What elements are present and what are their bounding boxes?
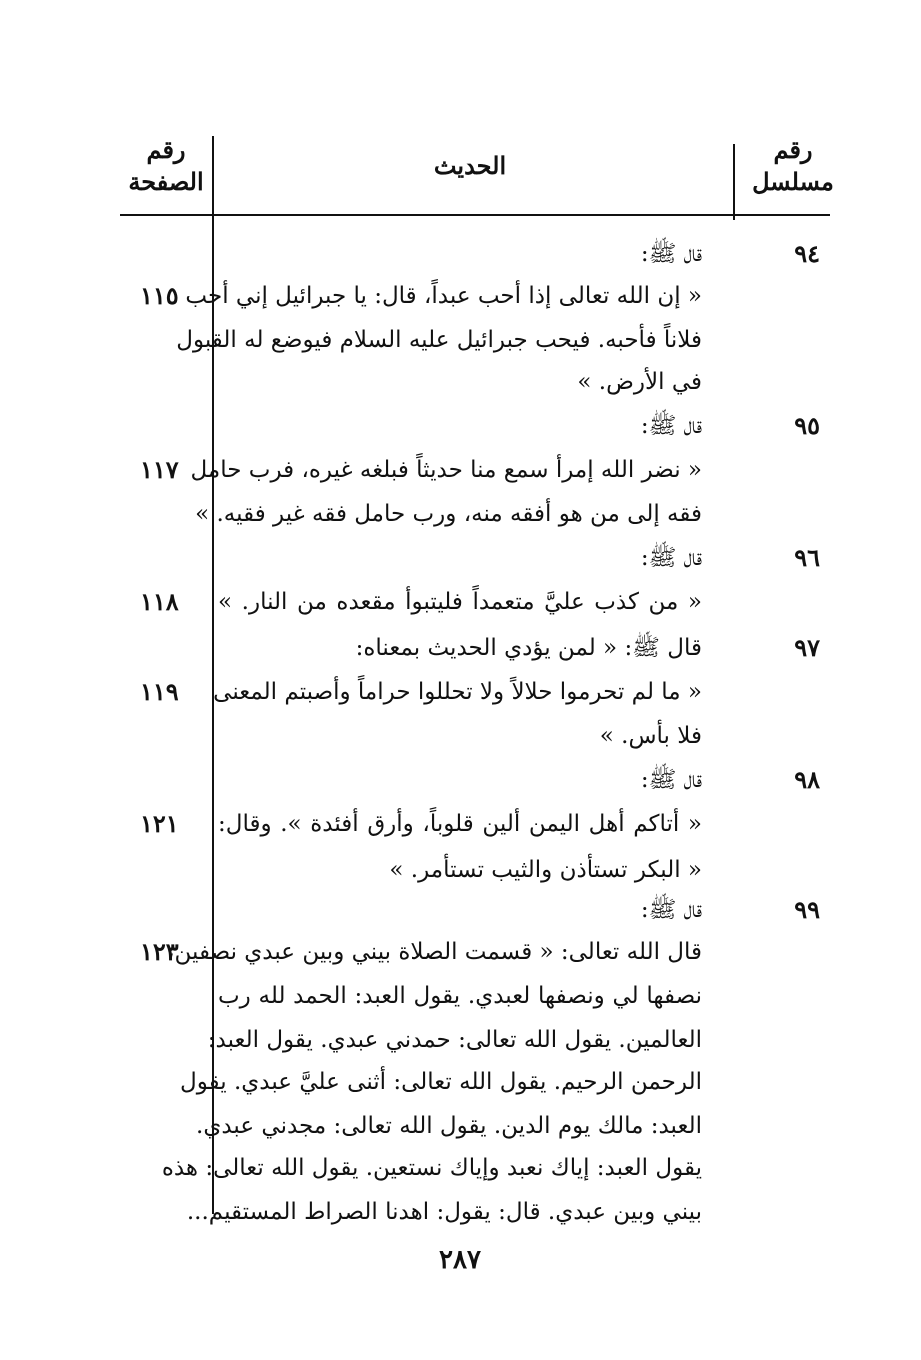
hadith-98-line-2: « البكر تستأذن والثيب تستأمر. » <box>389 857 702 883</box>
hadith-94-line-3: في الأرض. » <box>577 369 702 395</box>
hadith-99-line-7: بيني وبين عبدي. قال: يقول: اهدنا الصراط المستقيم... <box>186 1199 702 1225</box>
hadith-header: الحديث <box>433 151 507 180</box>
hadith-95-line-2: فقه إلى من هو أفقه منه، ورب حامل فقه غير فقيه. » <box>195 501 702 527</box>
serial-number: ٩٧ <box>794 633 820 662</box>
hadith-99-intro: قال ﷺ: <box>640 897 702 923</box>
serial-number: ٩٩ <box>794 895 820 924</box>
hadith-95-line-1: « نضر الله إمرأ سمع منا حديثاً فبلغه غيره، فرب حامل <box>190 457 702 483</box>
hadith-99-line-1: قال الله تعالى: « قسمت الصلاة بيني وبين عبدي نصفين، <box>167 939 702 965</box>
hadith-96-line-1: « من كذب عليَّ متعمداً فليتبوأ مقعده من النار. » <box>218 589 702 615</box>
page-number-header <box>116 134 216 198</box>
serial-number: ٩٤ <box>794 239 820 268</box>
serial-header-line1: رقم <box>773 135 813 164</box>
hadith-99-line-2: نصفها لي ونصفها لعبدي. يقول العبد: الحمد لله رب <box>218 983 702 1009</box>
serial-number: ٩٦ <box>794 543 820 572</box>
serial-number-header <box>748 134 838 198</box>
hadith-95-intro: قال ﷺ: <box>640 413 702 439</box>
page-reference: ١٢١ <box>140 809 179 838</box>
hadith-99-line-6: يقول العبد: إياك نعبد وإياك نستعين. يقول الله تعالى: هذه <box>161 1155 702 1181</box>
page-header-line1: رقم <box>146 135 186 164</box>
page-reference: ١٢٣ <box>140 937 179 966</box>
page-reference: ١١٥ <box>140 281 179 310</box>
hadith-94-line-2: فلاناً فأحبه. فيحب جبرائيل عليه السلام فيوضع له القبول <box>176 327 702 353</box>
hadith-98-intro: قال ﷺ: <box>640 767 702 793</box>
serial-column-divider <box>733 144 735 220</box>
page-reference: ١١٨ <box>140 587 179 616</box>
header-underline <box>120 214 830 216</box>
hadith-99-line-5: العبد: مالك يوم الدين. يقول الله تعالى: مجدني عبدي. <box>196 1113 702 1139</box>
page-folio-number: ٢٨٧ <box>439 1245 481 1275</box>
serial-number: ٩٨ <box>794 765 820 794</box>
page-reference: ١١٩ <box>140 677 179 706</box>
hadith-94-line-1: « إن الله تعالى إذا أحب عبداً، قال: يا جبرائيل إني أحب <box>185 283 702 309</box>
hadith-96-intro: قال ﷺ: <box>640 545 702 571</box>
page-reference: ١١٧ <box>140 455 179 484</box>
serial-header-line2: مسلسل <box>752 167 834 196</box>
hadith-97-intro: قال ﷺ: « لمن يؤدي الحديث بمعناه: <box>355 635 702 661</box>
hadith-98-line-1: « أتاكم أهل اليمن ألين قلوباً، وأرق أفئدة ». وقال: <box>218 811 702 837</box>
hadith-99-line-3: العالمين. يقول الله تعالى: حمدني عبدي. يقول العبد: <box>207 1027 702 1053</box>
hadith-97-line-2: فلا بأس. » <box>599 723 702 749</box>
hadith-97-line-1: « ما لم تحرموا حلالاً ولا تحللوا حراماً وأصبتم المعنى <box>213 679 702 705</box>
page-header-line2: الصفحة <box>128 167 204 196</box>
serial-number: ٩٥ <box>794 411 820 440</box>
hadith-99-line-4: الرحمن الرحيم. يقول الله تعالى: أثنى عليَّ عبدي. يقول <box>180 1069 702 1095</box>
hadith-94-intro: قال ﷺ: <box>640 241 702 267</box>
